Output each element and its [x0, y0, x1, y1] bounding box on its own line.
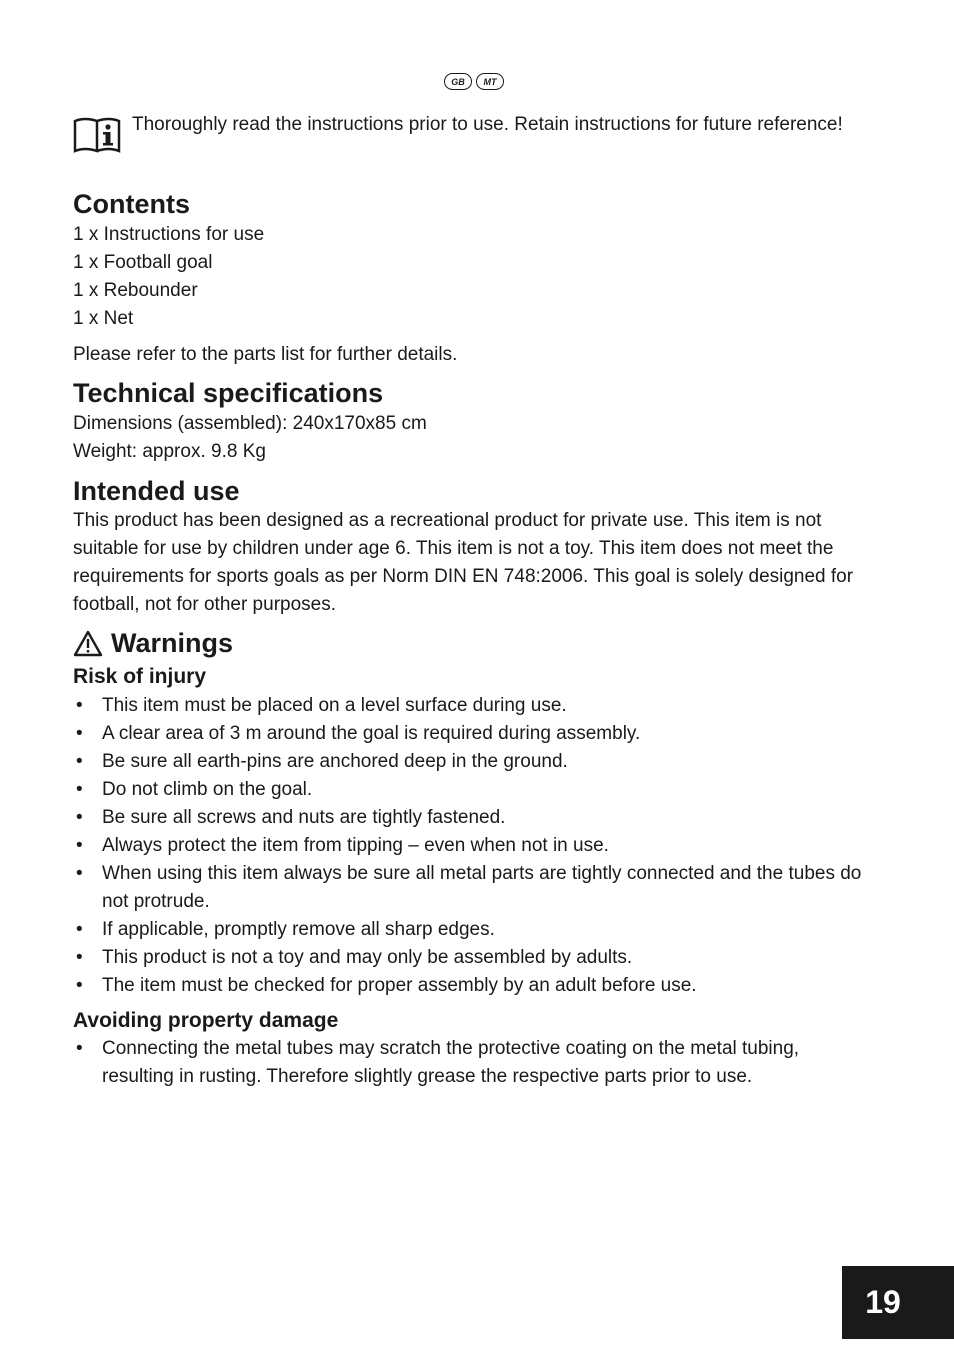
risk-of-injury-list [73, 692, 863, 1000]
contents-heading: Contents [73, 189, 190, 219]
specs-list [73, 410, 873, 466]
info-book-icon [73, 113, 123, 155]
intended-use-heading: Intended use [73, 476, 240, 506]
language-badges [444, 73, 504, 90]
property-damage-heading: Avoiding property damage [73, 1009, 339, 1032]
list-item: • The item must be checked for proper assembly by an adult before use. [73, 972, 863, 1000]
warnings-title-row [73, 627, 233, 659]
instructions-note: Thoroughly read the instructions prior to use. Retain instructions for future reference! [132, 114, 843, 135]
list-item: • When using this item always be sure all metal parts are tightly connected and the tubes do not protrude. [73, 860, 863, 916]
contents-item: 1 x Instructions for use [73, 224, 265, 245]
warning-triangle-icon [73, 630, 103, 657]
spec-weight: Weight: approx. 9.8 Kg [73, 441, 266, 462]
list-item: • Always protect the item from tipping – even when not in use. [73, 832, 863, 860]
list-item: • Connecting the metal tubes may scratch the protective coating on the metal tubing, resulting in rusting. Therefore slightly grease the respective parts prior to use. [73, 1035, 863, 1091]
specs-heading: Technical specifications [73, 378, 384, 408]
list-item: • This product is not a toy and may only be assembled by adults. [73, 944, 863, 972]
contents-note: Please refer to the parts list for further details. [73, 344, 458, 365]
spec-dimensions: Dimensions (assembled): 240x170x85 cm [73, 413, 427, 434]
risk-of-injury-heading: Risk of injury [73, 665, 207, 688]
list-item: • Be sure all screws and nuts are tightly fastened. [73, 804, 863, 832]
list-item: • Do not climb on the goal. [73, 776, 863, 804]
contents-item: 1 x Football goal [73, 252, 213, 273]
contents-item: 1 x Rebounder [73, 280, 198, 301]
intended-use-text: This product has been designed as a recreational product for private use. This item is not suitable for use by children under age 6. This item is not a toy. This item does not meet the requirements for sports goals as per Norm DIN EN 748:2006. This goal is solely designed for football, not for other purposes. [73, 510, 854, 615]
contents-item: 1 x Net [73, 308, 134, 329]
badge-gb: GB [444, 73, 472, 90]
warnings-heading: Warnings [111, 628, 234, 658]
list-item: • A clear area of 3 m around the goal is required during assembly. [73, 720, 863, 748]
list-item: • If applicable, promptly remove all sharp edges. [73, 916, 863, 944]
list-item: • Be sure all earth-pins are anchored deep in the ground. [73, 748, 863, 776]
list-item: • This item must be placed on a level surface during use. [73, 692, 863, 720]
contents-list [73, 221, 873, 333]
property-damage-list [73, 1035, 863, 1091]
badge-mt: MT [476, 73, 504, 90]
page-number: 19 [842, 1266, 954, 1339]
